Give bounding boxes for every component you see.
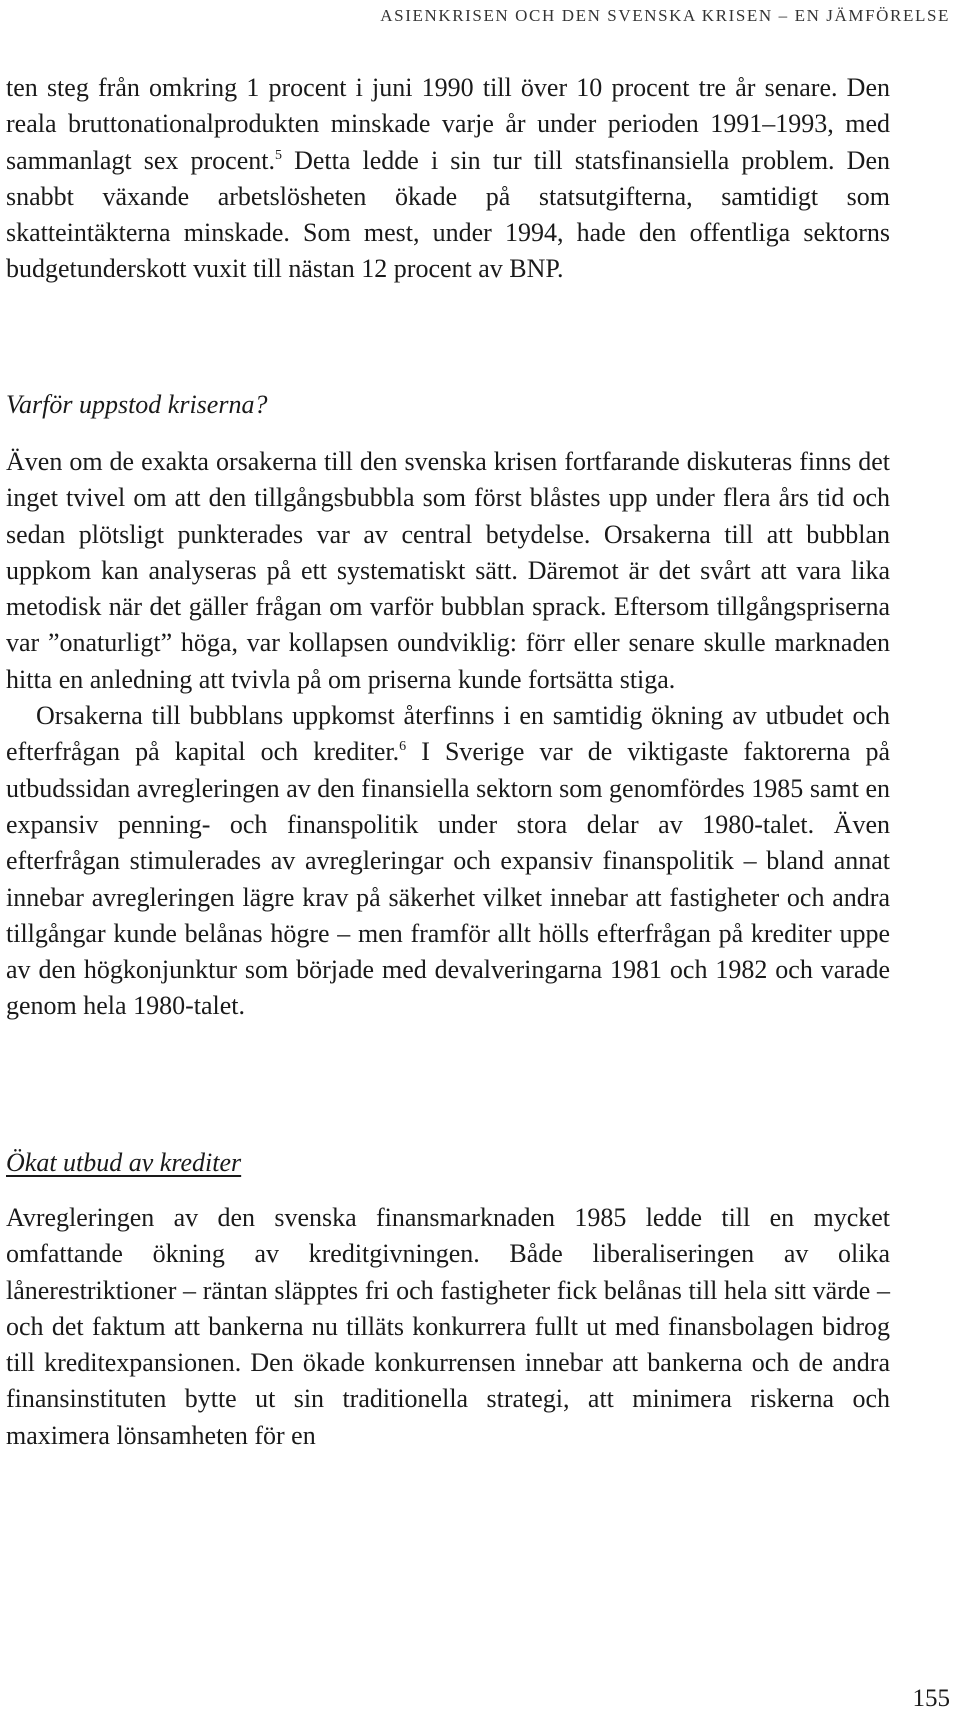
- section1-body: [6, 444, 890, 1025]
- intro-paragraph: [6, 70, 890, 288]
- footnote-ref-5[interactable]: 5: [275, 147, 282, 163]
- section1-paragraph2-part2: I Sverige var de viktigaste faktorerna på utbudssidan avregleringen av den finansiella sektorn som genomfördes 1985 samt en expansiv penning- och finanspolitik under stora delar av 1980-talet. Även efterfrågan stimulerades av avregleringar och expansiv finanspolitik – bland annat innebar avregleringen lägre krav på säkerhet vilket innebar att fastigheter och andra tillgångar kunde belånas högre – men framför allt hölls efterfrågan på krediter uppe av den högkonjunktur som började med devalveringarna 1981 och 1982 och varade genom hela 1980-talet.: [6, 737, 890, 1021]
- section-heading-okat-utbud: Ökat utbud av krediter: [6, 1148, 242, 1177]
- running-header: ASIENKRISEN OCH DEN SVENSKA KRISEN – EN JÄMFÖRELSE: [380, 6, 950, 25]
- intro-text-part1: ten steg från omkring 1 procent i juni 1990 till över 10 procent tre år senare. Den reala bruttonationalprodukten minskade varje år under perioden 1991–1993, med sammanlagt sex procent.: [6, 73, 890, 175]
- section1-paragraph2-part1: Orsakerna till bubblans uppkomst återfinns i en samtidig ökning av utbudet och efterfrågan på kapital och krediter.: [6, 701, 890, 767]
- section2-paragraph1: Avregleringen av den svenska finansmarknaden 1985 ledde till en mycket omfattande ökning av kreditgivningen. Både liberaliseringen av olika lånerestriktioner – räntan släpptes fri och fastigheter fick belånas till hela sitt värde – och det faktum att bankerna nu tilläts konkurrera fullt ut med finansbolagen bidrog till kreditexpansionen. Den ökade konkurrensen innebar att bankerna och de andra finansinstituten bytte ut sin traditionella strategi, att minimera riskerna och maximera lönsamheten för en: [6, 1203, 890, 1450]
- intro-text-part2: Detta ledde i sin tur till statsfinansiella problem. Den snabbt växande arbetslösheten ökade på statsutgifterna, samtidigt som skatteintäkterna minskade. Som mest, under 1994, hade den offentliga sektorns budgetunderskott vuxit till nästan 12 procent av BNP.: [6, 145, 890, 284]
- section1-paragraph2: [6, 698, 890, 1025]
- section2-body: [6, 1200, 890, 1454]
- section1-paragraph1: Även om de exakta orsakerna till den svenska krisen fortfarande diskuteras finns det inget tvivel om att den tillgångsbubbla som först blåstes upp under flera års tid och sedan plötsligt punkterades var av central betydelse. Orsakerna till att bubblan uppkom kan analyseras på ett systematiskt sätt. Däremot är det svårt att vara lika metodisk när det gäller frågan om varför bubblan sprack. Eftersom tillgångspriserna var ”onaturligt” höga, var kollapsen oundviklig: förr eller senare skulle marknaden hitta en anledning att tvivla på om priserna kunde fortsätta stiga.: [6, 447, 890, 694]
- footnote-ref-6[interactable]: 6: [399, 739, 407, 755]
- section-heading-varfor: Varför uppstod kriserna?: [6, 390, 268, 419]
- page-number: 155: [912, 1685, 950, 1712]
